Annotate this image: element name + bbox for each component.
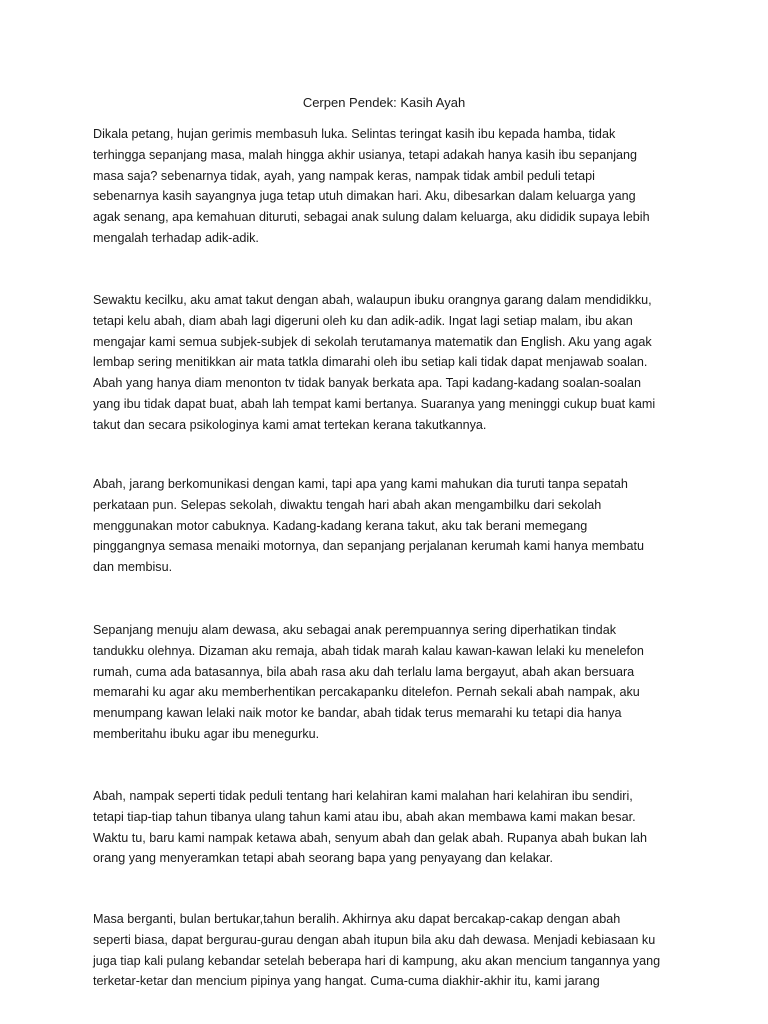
paragraph-6: Masa berganti, bulan bertukar,tahun beralih. Akhirnya aku dapat bercakap-cakap dengan abah seperti biasa, dapat bergurau-gurau dengan abah itupun bila aku dah dewasa. Menjadi kebiasaan ku juga tiap kali pulang kebandar setelah beberapa hari di kampung, aku akan mencium tangannya yang terketar-ketar dan mencium pipinya yang hangat. Cuma-cuma diakhir-akhir itu, kami jarang — [93, 912, 661, 989]
paragraph-1: Dikala petang, hujan gerimis membasuh luka. Selintas teringat kasih ibu kepada hamba, tidak terhingga sepanjang masa, malah hingga akhir usianya, tetapi adakah hanya kasih ibu sepanjang masa saja? sebenarnya tidak, ayah, yang nampak keras, nampak tidak ambil peduli tetapi sebenarnya kasih sayangnya juga tetap utuh dimakan hari. Aku, dibesarkan dalam keluarga yang agak senang, apa kemahuan dituruti, sebagai anak sulung dalam keluarga, aku dididik supaya lebih mengalah terhadap adik-adik. — [93, 127, 650, 245]
paragraph-3: Abah, jarang berkomunikasi dengan kami, tapi apa yang kami mahukan dia turuti tanpa sepatah perkataan pun. Selepas sekolah, diwaktu tengah hari abah akan mengambilku dari sekolah menggunakan motor cabuknya. Kadang-kadang kerana takut, aku tak berani memegang pinggangnya semasa menaiki motornya, dan sepanjang perjalanan kerumah kami hanya membatu dan membisu. — [93, 477, 644, 575]
document-title: Cerpen Pendek: Kasih Ayah — [302, 95, 466, 110]
paragraph-4: Sepanjang menuju alam dewasa, aku sebagai anak perempuannya sering diperhatikan tindak tandukku olehnya. Dizaman aku remaja, abah tidak marah kalau kawan-kawan lelaki ku menelefon rumah, cuma ada batasannya, bila abah rasa aku dah terlalu lama bergayut, abah akan bersuara memarahi ku agar aku memberhentikan percakapanku ditelefon. Pernah sekali abah nampak, aku menumpang kawan lelaki naik motor ke bandar, abah tidak terus memarahi ku tetapi dia hanya memberitahu ibuku agar ibu menegurku. — [93, 623, 644, 741]
paragraph-5: Abah, nampak seperti tidak peduli tentang hari kelahiran kami malahan hari kelahiran ibu sendiri, tetapi tiap-tiap tahun tibanya ulang tahun kami atau ibu, abah akan membawa kami makan besar. Waktu tu, baru kami nampak ketawa abah, senyum abah dan gelak abah. Rupanya abah bukan lah orang yang menyeramkan tetapi abah seorang bapa yang penyayang dan kelakar. — [93, 789, 648, 866]
paragraph-2: Sewaktu kecilku, aku amat takut dengan abah, walaupun ibuku orangnya garang dalam mendidikku, tetapi kelu abah, diam abah lagi digeruni oleh ku dan adik-adik. Ingat lagi setiap malam, ibu akan mengajar kami semua subjek-subjek di sekolah terutamanya matematik dan English. Aku yang agak lembap sering menitikkan air mata tatkla dimarahi oleh ibu setiap kali tidak dapat menjawab soalan. Abah yang hanya diam menonton tv tidak banyak berkata apa. Tapi kadang-kadang soalan-soalan yang ibu tidak dapat buat, abah lah tempat kami bertanya. Suaranya yang meninggi cukup buat kami takut dan secara psikologinya kami amat tertekan kerana takutkannya. — [93, 293, 656, 432]
